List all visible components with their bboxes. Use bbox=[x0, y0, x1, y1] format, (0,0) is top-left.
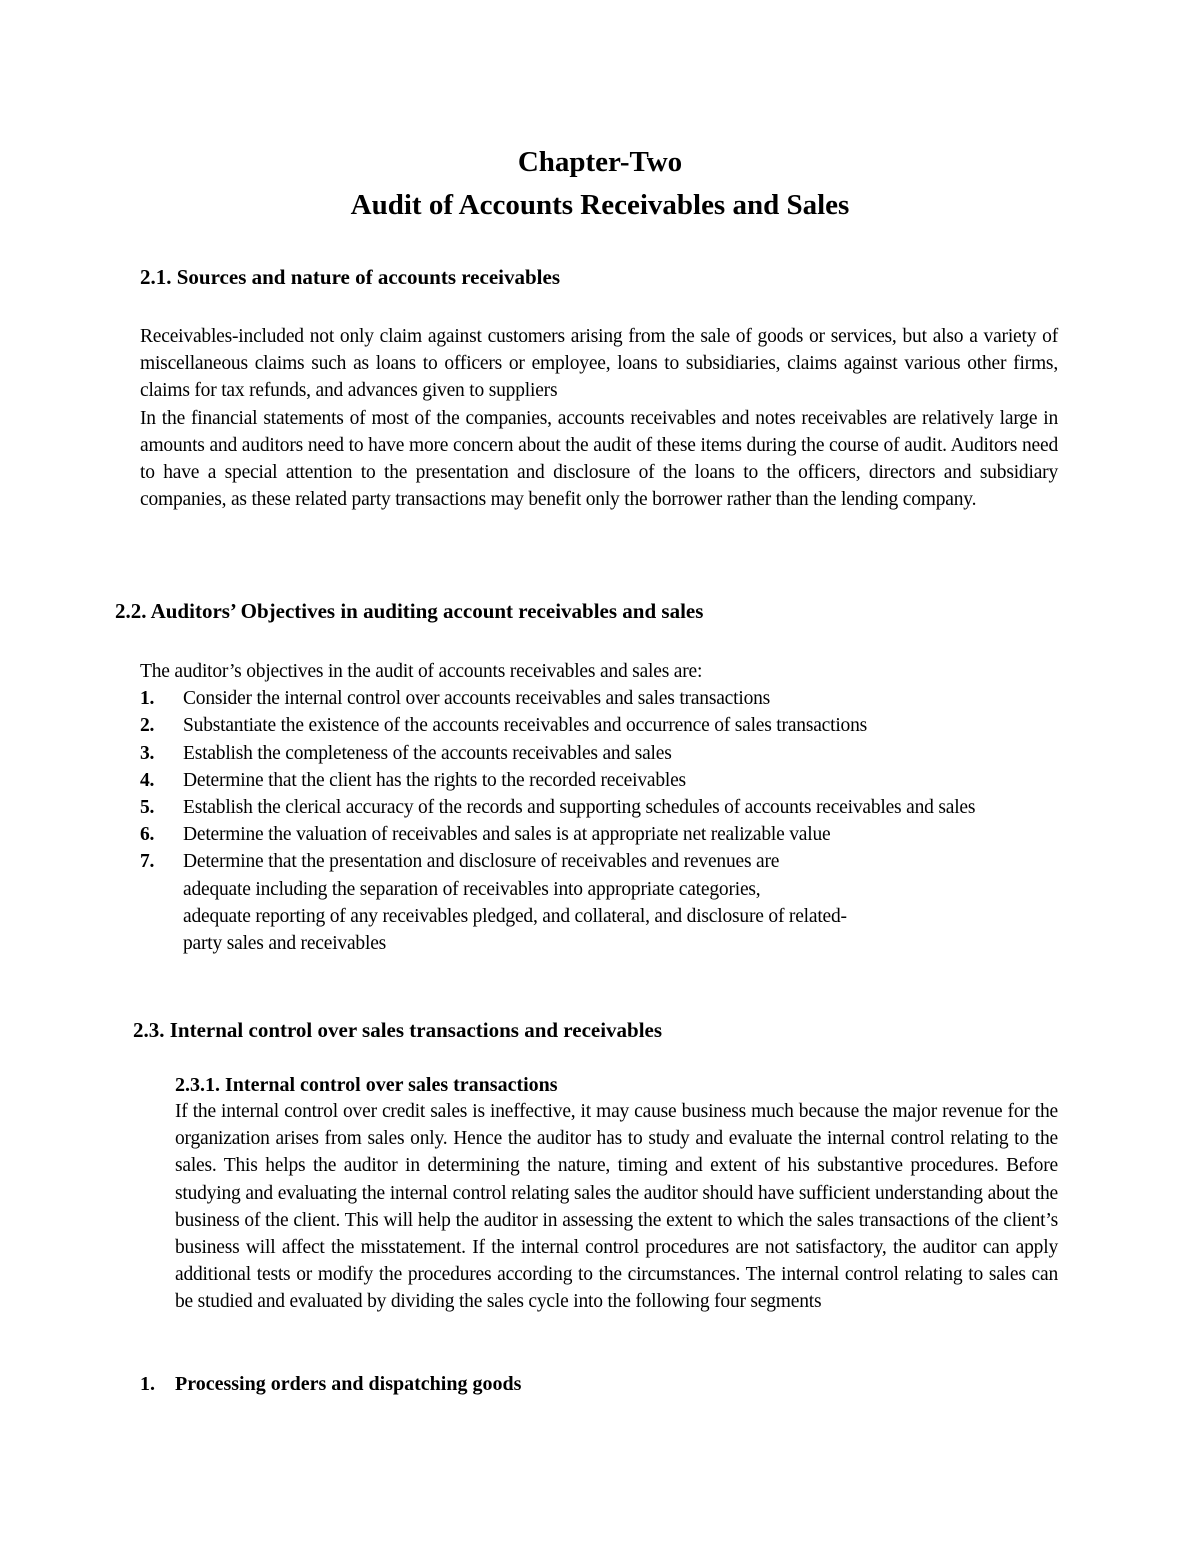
list-text-line: adequate including the separation of receivables into appropriate categories, bbox=[183, 878, 761, 900]
segment-number: 1. bbox=[140, 1373, 155, 1395]
segment-heading bbox=[140, 1371, 522, 1398]
list-item bbox=[140, 712, 1058, 739]
section-2-1-body bbox=[140, 323, 1058, 513]
list-number: 7. bbox=[140, 851, 155, 873]
list-text-line: party sales and receivables bbox=[183, 933, 387, 955]
list-number: 1. bbox=[140, 688, 155, 710]
list-item bbox=[140, 740, 1058, 767]
list-number: 4. bbox=[140, 769, 155, 791]
paragraph: Receivables-included not only claim against customers arising from the sale of goods or services, but also a variety of miscellaneous claims such as loans to officers or employee, loans to subsidiaries, claims against various other firms, claims for tax refunds, and advances given to suppliers bbox=[140, 326, 1058, 402]
list-intro: The auditor’s objectives in the audit of accounts receivables and sales are: bbox=[140, 661, 703, 682]
list-number: 2. bbox=[140, 715, 155, 737]
list-item bbox=[140, 767, 1058, 794]
list-item bbox=[140, 685, 1058, 712]
list-text: Substantiate the existence of the accounts receivables and occurrence of sales transactions bbox=[183, 715, 868, 737]
list-item bbox=[140, 848, 1058, 957]
list-text: Consider the internal control over accounts receivables and sales transactions bbox=[183, 688, 771, 710]
list-text: Determine that the presentation and disclosure of receivables and revenues are bbox=[183, 851, 780, 873]
segment-title: Processing orders and dispatching goods bbox=[175, 1373, 522, 1395]
list-text: Establish the completeness of the accounts receivables and sales bbox=[183, 742, 672, 764]
list-text-line: adequate reporting of any receivables pledged, and collateral, and disclosure of related- bbox=[183, 905, 847, 927]
section-2-3-heading: 2.3. Internal control over sales transactions and receivables bbox=[133, 1018, 663, 1042]
list-text: Determine the valuation of receivables and sales is at appropriate net realizable value bbox=[183, 824, 831, 846]
paragraph: In the financial statements of most of the companies, accounts receivables and notes receivables are relatively large in amounts and auditors need to have more concern about the audit of these items during the course of audit. Auditors need to have a special attention to the presentation and disclosure of the loans to the officers, directors and subsidiary companies, as these related party transactions may benefit only the borrower rather than the lending company. bbox=[140, 407, 1058, 511]
section-2-2-heading: 2.2. Auditors’ Objectives in auditing account receivables and sales bbox=[115, 599, 704, 623]
list-text: Determine that the client has the rights to the recorded receivables bbox=[183, 769, 686, 791]
list-number: 3. bbox=[140, 742, 155, 764]
list-text: Establish the clerical accuracy of the records and supporting schedules of accounts receivables and sales bbox=[183, 797, 976, 819]
list-item bbox=[140, 821, 1058, 848]
section-2-3-1-body: If the internal control over credit sales is ineffective, it may cause business much because the major revenue for the organization arises from sales only. Hence the auditor has to study and evaluate the internal control relating to the sales. This helps the auditor in determining the nature, timing and extent of his substantive procedures. Before studying and evaluating the internal control relating sales the auditor should have sufficient understanding about the business of the client. This will help the auditor in assessing the extent to which the sales transactions of the client’s business will affect the misstatement. If the internal control procedures are not satisfactory, the auditor can apply additional tests or modify the procedures according to the circumstances. The internal control relating to sales can be studied and evaluated by dividing the sales cycle into the following four segments bbox=[175, 1101, 1058, 1313]
section-2-1-heading: 2.1. Sources and nature of accounts receivables bbox=[140, 265, 560, 289]
objectives-list bbox=[140, 658, 1058, 957]
document-title: Audit of Accounts Receivables and Sales bbox=[350, 189, 850, 221]
list-number: 6. bbox=[140, 824, 155, 846]
list-number: 5. bbox=[140, 797, 155, 819]
section-2-3-1-heading: 2.3.1. Internal control over sales transactions bbox=[175, 1074, 558, 1096]
chapter-title: Chapter-Two bbox=[517, 146, 683, 178]
list-item bbox=[140, 794, 1058, 821]
